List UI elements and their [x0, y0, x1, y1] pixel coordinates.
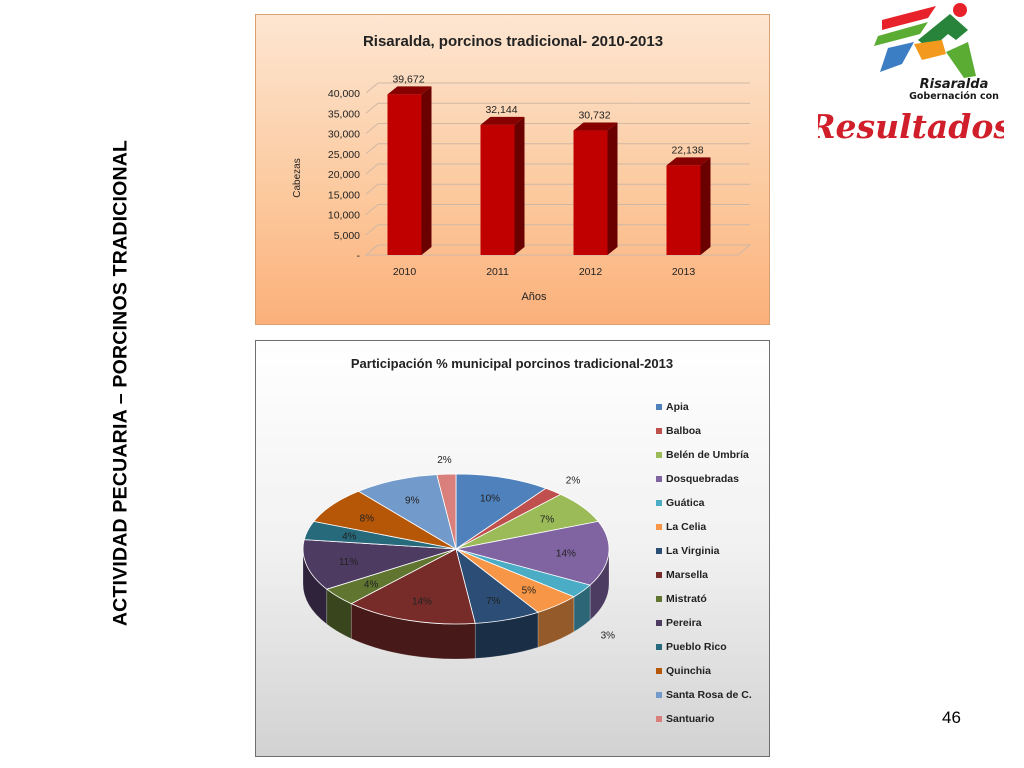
- pie-value-label: 8%: [359, 513, 375, 525]
- legend-item: [656, 401, 689, 413]
- logo-line2: Gobernación con: [909, 91, 999, 102]
- legend-label: Guática: [666, 497, 705, 509]
- legend-label: Pueblo Rico: [666, 641, 727, 653]
- legend-label: Santa Rosa de C.: [666, 689, 752, 701]
- pie-value-label: 14%: [411, 596, 432, 608]
- pie-value-label: 9%: [405, 495, 420, 507]
- bar-y-tick-label: 35,000: [327, 108, 360, 121]
- legend-label: La Celia: [666, 521, 707, 533]
- legend-swatch: [656, 620, 662, 626]
- bar-gridline-side: [366, 205, 378, 215]
- bar-side: [608, 123, 618, 255]
- bar-chart-xlabel: Años: [521, 291, 547, 303]
- legend-swatch: [656, 524, 662, 530]
- legend-swatch: [656, 596, 662, 602]
- bar-side: [422, 86, 432, 255]
- side-title: [100, 70, 142, 696]
- bar-front: [388, 94, 422, 255]
- page-number: 46: [942, 708, 961, 727]
- pie-value-label: 4%: [342, 531, 357, 543]
- bar-gridline-side: [366, 184, 378, 194]
- pie-legend: [656, 401, 752, 725]
- legend-label: Apia: [666, 401, 689, 413]
- bar-y-tick-label: -: [356, 250, 360, 262]
- legend-label: Belén de Umbría: [666, 449, 749, 461]
- bar-chart-ylabel: Cabezas: [292, 158, 303, 198]
- bar-gridline-side: [366, 83, 378, 93]
- bar-front: [667, 165, 701, 255]
- legend-item: [656, 665, 711, 677]
- legend-item: [656, 641, 727, 653]
- legend-label: Santuario: [666, 713, 715, 725]
- bar-side: [701, 157, 711, 255]
- bar-y-tick-label: 30,000: [327, 128, 360, 141]
- bar-y-tick-label: 10,000: [327, 209, 360, 222]
- pie-value-label: 11%: [338, 556, 359, 568]
- bar-2010: [388, 86, 432, 255]
- logo-brand: Risaralda: [919, 77, 989, 92]
- bar-y-tick-label: 40,000: [327, 88, 360, 100]
- legend-swatch: [656, 500, 662, 506]
- bar-y-tick-label: 15,000: [327, 189, 360, 202]
- pie-value-label: 3%: [600, 630, 616, 642]
- bar-data-label: 22,138: [671, 144, 704, 157]
- legend-swatch: [656, 668, 662, 674]
- legend-item: [656, 689, 752, 701]
- legend-swatch: [656, 404, 662, 410]
- legend-item: [656, 545, 720, 557]
- legend-swatch: [656, 692, 662, 698]
- bar-data-label: 39,672: [392, 73, 425, 86]
- legend-label: Dosquebradas: [666, 473, 739, 485]
- pie-value-label: 7%: [539, 514, 555, 526]
- legend-label: Mistrató: [666, 593, 707, 605]
- legend-item: [656, 713, 714, 725]
- bar-y-tick-label: 25,000: [327, 148, 360, 161]
- bar-gridline-side: [366, 225, 378, 235]
- logo-line3: Resultados: [818, 107, 1004, 146]
- legend-label: Marsella: [666, 569, 709, 581]
- bar-front: [481, 125, 515, 255]
- legend-item: [656, 497, 705, 509]
- legend-swatch: [656, 452, 662, 458]
- bar-chart: [256, 15, 771, 326]
- legend-label: Quinchia: [666, 665, 711, 677]
- bar-x-tick-label: 2010: [392, 266, 417, 278]
- legend-item: [656, 593, 707, 605]
- bar-gridline-side: [366, 124, 378, 134]
- bar-gridline-side: [366, 164, 378, 174]
- legend-label: Pereira: [666, 617, 702, 629]
- pie-value-label: 2%: [437, 455, 452, 467]
- pie-value-label: 7%: [486, 595, 501, 607]
- bar-x-tick-label: 2012: [578, 266, 603, 278]
- pie-chart-panel: [255, 340, 770, 757]
- legend-swatch: [656, 644, 662, 650]
- legend-item: [656, 473, 739, 485]
- pie-chart: [256, 341, 771, 758]
- legend-label: Balboa: [666, 425, 702, 437]
- bar-2013: [667, 157, 711, 255]
- bar-2011: [481, 117, 525, 255]
- pie-value-label: 5%: [521, 585, 537, 597]
- bar-x-tick-label: 2013: [671, 266, 696, 278]
- bar-chart-panel: [255, 14, 770, 325]
- bar-y-tick-label: 20,000: [327, 169, 360, 181]
- legend-item: [656, 617, 702, 629]
- bar-data-label: 32,144: [485, 103, 518, 116]
- bar-data-label: 30,732: [578, 109, 611, 122]
- legend-swatch: [656, 716, 662, 722]
- legend-swatch: [656, 548, 662, 554]
- bar-chart-title: Risaralda, porcinos tradicional- 2010-2013: [362, 33, 664, 50]
- pie-value-label: 10%: [480, 493, 501, 505]
- legend-swatch: [656, 572, 662, 578]
- legend-item: [656, 425, 701, 437]
- runner-emblem-icon: [874, 3, 976, 78]
- gobernacion-logo: [818, 0, 1004, 150]
- bar-front: [574, 131, 608, 255]
- bar-gridline-side: [366, 144, 378, 154]
- legend-swatch: [656, 428, 662, 434]
- bar-side: [515, 117, 525, 255]
- pie-chart-title: Participación % municipal porcinos tradicional-2013: [350, 356, 674, 371]
- legend-item: [656, 569, 708, 581]
- pie-value-label: 14%: [555, 548, 576, 560]
- legend-swatch: [656, 476, 662, 482]
- legend-item: [656, 521, 706, 533]
- side-title-text: ACTIVIDAD PECUARIA – PORCINOS TRADICIONAL: [109, 139, 132, 627]
- bar-gridline-side: [366, 103, 378, 113]
- pie-value-label: 2%: [565, 475, 581, 487]
- legend-item: [656, 449, 749, 461]
- bar-y-tick-label: 5,000: [333, 229, 360, 242]
- bar-2012: [574, 123, 618, 255]
- bar-x-tick-label: 2011: [486, 266, 509, 278]
- pie-value-label: 4%: [363, 579, 379, 591]
- legend-label: La Virginia: [666, 545, 720, 557]
